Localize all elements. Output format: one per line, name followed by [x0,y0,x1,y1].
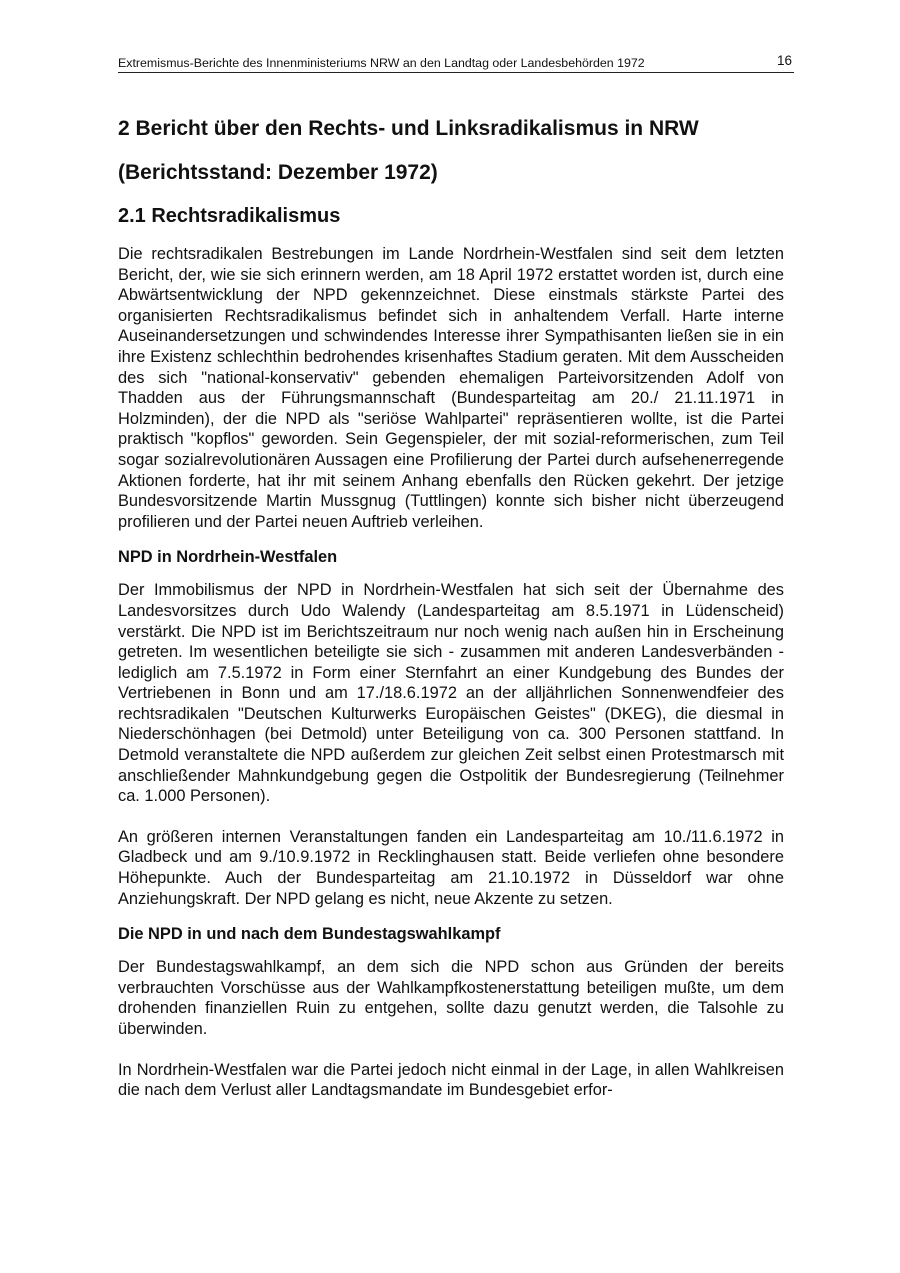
paragraph-right-wing-overview: Die rechtsradikalen Bestrebungen im Lande Nordrhein-Westfalen sind seit dem letzten Bericht, der, wie sie sich erinnern werden, am 18 April 1972 erstattet worden ist, durch eine Abwärtsentwicklung der NPD gekennzeichnet. Diese einstmals stärkste Partei des organisierten Rechtsradikalismus befindet sich in anhaltendem Verfall. Harte interne Auseinandersetzungen und schwindendes Interesse ihrer Sympathisanten ließen sie in ein ihre Existenz schlechthin bedrohendes krisenhaftes Stadium geraten. Mit dem Ausscheiden des sich "national-konservativ" gebenden ehemaligen Parteivorsitzenden Adolf von Thadden aus der Führungsmannschaft (Bundesparteitag am 20./ 21.11.1971 in Holzminden), der die NPD als "seriöse Wahlpartei" repräsentieren wollte, ist die Partei praktisch "kopflos" geworden. Sein Gegenspieler, der mit sozial-reformerischen, zum Teil sogar sozialrevolutionären Aussagen eine Profilierung der Partei durch aufsehenerregende Aktionen forderte, hat ihr mit seinem Anhang ebenfalls den Rücken gekehrt. Der jetzige Bundesvorsitzende Martin Mussgnug (Tuttlingen) konnte sich bisher nicht überzeugend profilieren und der Partei neuen Auftrieb verleihen. [118,245,784,531]
header-title: Extremismus-Berichte des Innenministeriums NRW an den Landtag oder Landesbehörden 1972 [118,56,645,70]
paragraph-internal-events: An größeren internen Veranstaltungen fanden ein Landesparteitag am 10./11.6.1972 in Gladbeck und am 9./10.9.1972 in Recklinghausen statt. Beide verliefen ohne besondere Höhepunkte. Auch der Bundesparteitag am 21.10.1972 in Düsseldorf war ohne Anziehungskraft. Der NPD gelang es nicht, neue Akzente zu setzen. [118,827,784,908]
paragraph-npd-immobilism: Der Immobilismus der NPD in Nordrhein-Westfalen hat sich seit der Übernahme des Landesvorsitzes durch Udo Walendy (Landesparteitag am 8.5.1971 in Lüdenscheid) verstärkt. Die NPD ist im Berichtszeitraum nur noch wenig nach außen hin in Erscheinung getreten. Im wesentlichen beteiligte sie sich - zusammen mit anderen Landesverbänden - lediglich am 7.5.1972 in Form einer Sternfahrt an einer Kundgebung des Bundes der Vertriebenen in Bonn und am 17./18.6.1972 an der alljährlichen Sonnenwendfeier des rechtsradikalen "Deutschen Kulturwerks Europäischen Geistes" (DKEG), die diesmal in Niederschönhagen (bei Detmold) unter Beteiligung von ca. 300 Personen stattfand. In Detmold veranstaltete die NPD außerdem zur gleichen Zeit selbst einen Protestmarsch mit anschließender Mahnkundgebung gegen die Ostpolitik der Bundesregierung (Teilnehmer ca. 1.000 Personen). [118,581,784,806]
subheading-npd-nrw: NPD in Nordrhein-Westfalen [118,548,338,567]
chapter-title: 2 Bericht über den Rechts- und Linksradikalismus in NRW [118,117,699,140]
subheading-election-campaign: Die NPD in und nach dem Bundestagswahlkampf [118,925,501,944]
running-header [118,54,794,73]
paragraph-constituencies: In Nordrhein-Westfalen war die Partei jedoch nicht einmal in der Lage, in allen Wahlkreisen die nach dem Verlust aller Landtagsmandate im Bundesgebiet erfor- [118,1060,784,1100]
paragraph-election-campaign: Der Bundestagswahlkampf, an dem sich die NPD schon aus Gründen der bereits verbrauchten Vorschüsse aus der Wahlkampfkostenerstattung beteiligen mußte, um dem drohenden finanziellen Ruin zu entgehen, sollte dazu genutzt werden, die Talsohle zu überwinden. [118,958,784,1038]
section-title: 2.1 Rechtsradikalismus [118,205,341,227]
page-number: 16 [776,53,792,68]
document-body [118,112,784,1101]
chapter-subtitle: (Berichtsstand: Dezember 1972) [118,161,438,184]
